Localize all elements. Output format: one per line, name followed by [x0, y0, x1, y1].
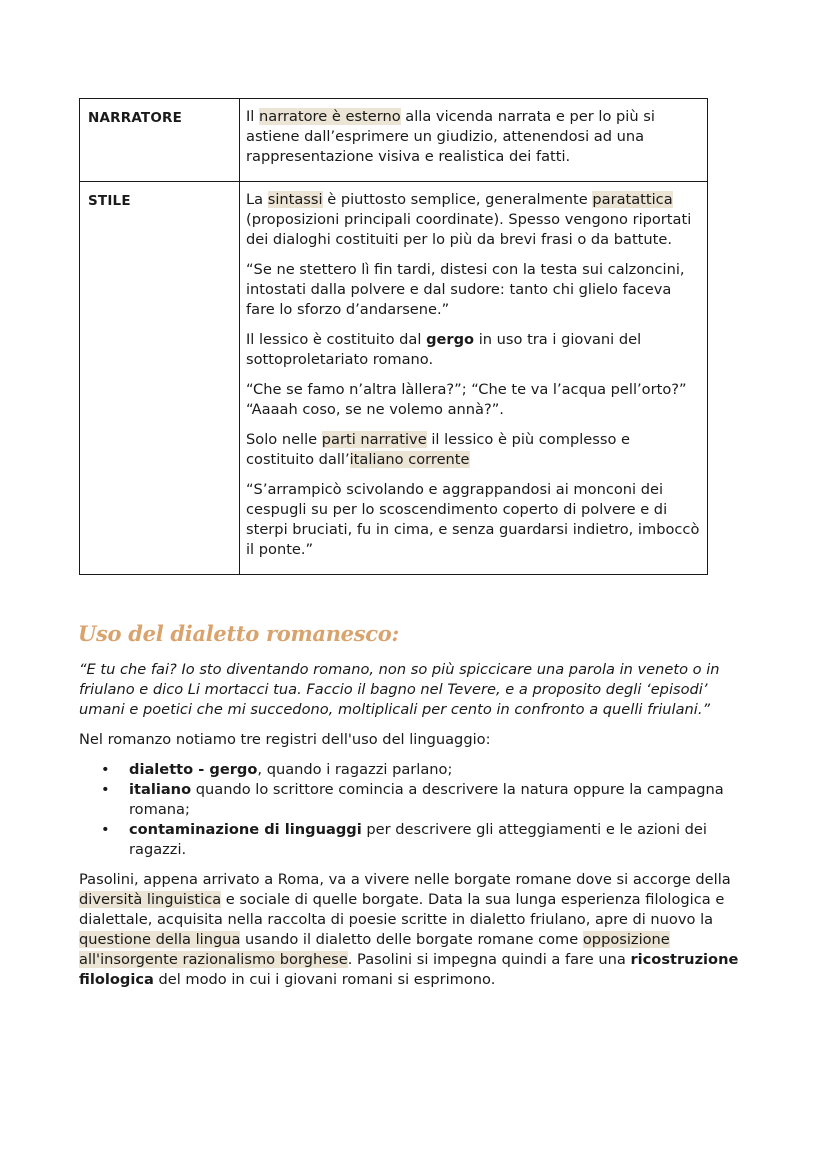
bold-gergo: gergo [426, 331, 475, 348]
dialogue-line: “Aaaah coso, se ne volemo annà?”. [246, 401, 504, 418]
stile-quote-1: “Se ne stettero lì fin tardi, distesi con la testa sui calzoncini, intostati dalla polvere e dal sudore: tanto chi glielo faceva fare lo sforzo d’andarsene.” [246, 261, 685, 318]
row-label-narratore: NARRATORE [80, 99, 240, 182]
list-item [101, 820, 745, 860]
text-run: e sociale di quelle borgate. Data la sua lunga esperienza filologica e dialettale, acquisita nella raccolta di poesie scritte in dialetto friulano, apre di nuovo la [79, 891, 725, 928]
table-row-stile [80, 182, 708, 575]
text-run: (proposizioni principali coordinate). Spesso vengono riportati dei dialoghi costituiti per lo più da brevi frasi o da battute. [246, 211, 692, 248]
text-run: Il [246, 108, 259, 125]
list-item [101, 780, 745, 820]
registers-list [79, 760, 745, 860]
text-run: Pasolini, appena arrivato a Roma, va a vivere nelle borgate romane dove si accorge della [79, 871, 731, 888]
registers-intro: Nel romanzo notiamo tre registri dell'uso del linguaggio: [79, 731, 491, 748]
text-run: alla vicenda narrata e per lo più si astiene dall’esprimere un giudizio, attenendosi ad una rappresentazione visiva e realistica dei fatti. [246, 108, 655, 165]
highlight-opposizione: opposizione all'insorgente razionalismo borghese [79, 931, 670, 968]
item-text: , quando i ragazzi parlano; [257, 761, 453, 778]
row-content-stile [240, 182, 708, 575]
narratore-text [246, 107, 701, 167]
highlight-italiano-corrente: italiano corrente [349, 451, 470, 468]
text-run: è piuttosto semplice, generalmente [322, 191, 593, 208]
text-run: Solo nelle [246, 431, 322, 448]
text-run: . Pasolini si impegna quindi a fare una [347, 951, 631, 968]
item-term: italiano [129, 781, 192, 798]
item-text: quando lo scrittore comincia a descrivere la natura oppure la campagna romana; [129, 781, 724, 818]
item-term: dialetto - gergo [129, 761, 258, 778]
row-content-narratore [240, 99, 708, 182]
bullet-icon: • [101, 761, 110, 778]
text-run: usando il dialetto delle borgate romane come [240, 931, 583, 948]
highlight-parti-narrative: parti narrative [321, 431, 427, 448]
text-run: in uso tra i giovani del sottoproletariato romano. [246, 331, 642, 368]
text-run: La [246, 191, 268, 208]
dialogue-line: “Che se famo n’altra làllera?”; “Che te va l’acqua pell’orto?” [246, 381, 687, 398]
bullet-icon: • [101, 821, 110, 838]
text-run: del modo in cui i giovani romani si esprimono. [153, 971, 496, 988]
highlight-diversita: diversità linguistica [79, 891, 222, 908]
stile-paragraph-narrative [246, 430, 701, 470]
highlight-sintassi: sintassi [267, 191, 323, 208]
list-item [101, 760, 745, 780]
table-row-narratore [80, 99, 708, 182]
stile-quote-dialogues [246, 380, 701, 420]
section-heading: Uso del dialetto romanesco: [78, 621, 399, 646]
row-label-stile: STILE [80, 182, 240, 575]
highlight-paratattica: paratattica [592, 191, 673, 208]
text-run: il lessico è più complesso e costituito dall’ [246, 431, 631, 468]
stile-paragraph-lessico [246, 330, 701, 370]
stile-quote-2: “S’arrampicò scivolando e aggrappandosi ai monconi dei cespugli su per lo scoscendimento coperto di polvere e di sterpi bruciati, fu in cima, e senza guardarsi indietro, imboccò il ponte.” [246, 481, 700, 558]
text-run: Il lessico è costituito dal [246, 331, 427, 348]
item-text: per descrivere gli atteggiamenti e le azioni dei ragazzi. [129, 821, 707, 858]
pasolini-quote: “E tu che fai? Io sto diventando romano, non so più spiccicare una parola in veneto o in friulano e dico Li mortacci tua. Faccio il bagno nel Tevere, e a proposito degli ‘episodi’ umani e poetici che mi succedono, moltiplicali per cento in confronto a quelli friulani.” [79, 661, 720, 718]
highlight-questione-lingua: questione della lingua [79, 931, 241, 948]
section-body [79, 660, 745, 1000]
bullet-icon: • [101, 781, 110, 798]
final-paragraph [79, 870, 745, 990]
stile-paragraph-1 [246, 190, 701, 250]
highlight-narratore: narratore è esterno [259, 108, 401, 125]
item-term: contaminazione di linguaggi [129, 821, 362, 838]
analysis-table [79, 98, 708, 575]
bold-ricostruzione: ricostruzione filologica [79, 951, 739, 988]
